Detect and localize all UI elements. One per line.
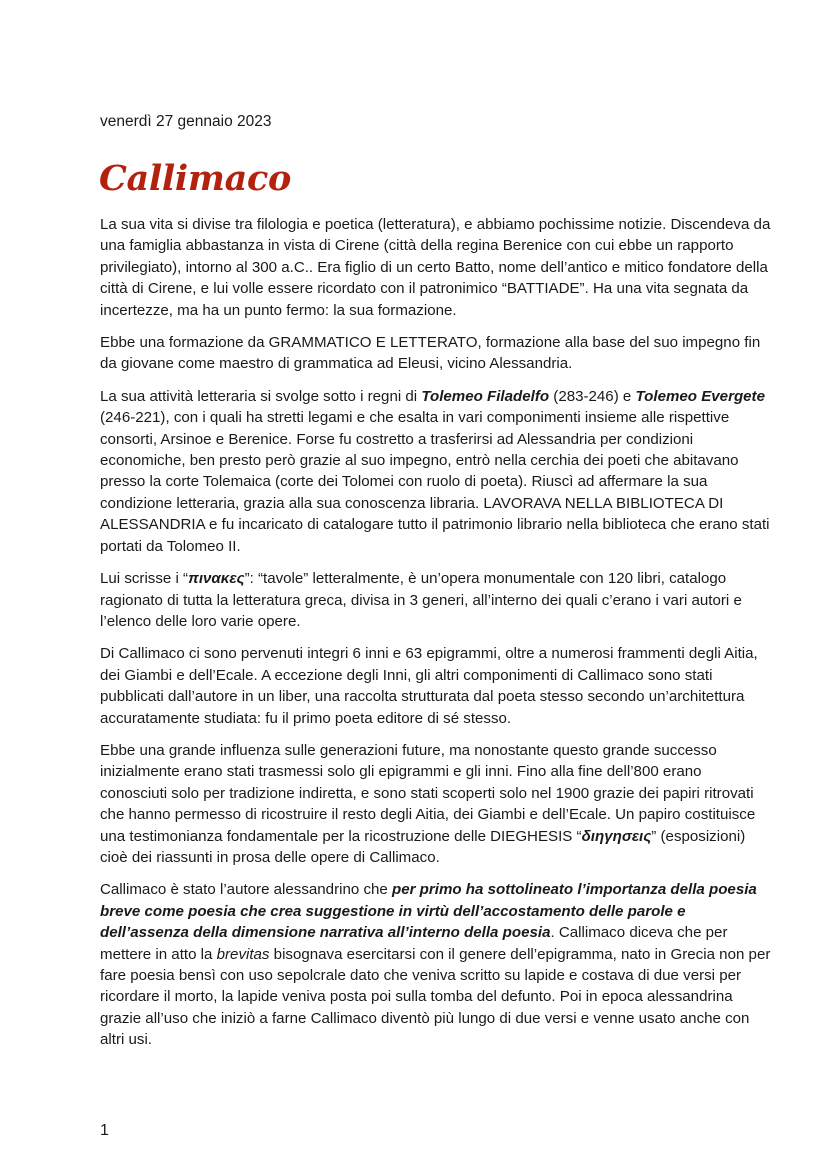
emphasized-text: Tolemeo Filadelfo — [421, 387, 550, 405]
document-title: Callimaco — [99, 158, 292, 199]
text-run: ”: “tavole” letteralmente, è un’opera monumentale con 120 libri, catalogo ragionato di tutta la letteratura greca, divisa in 3 generi, all’interno dei quali c’erano i vari autori e l’elenco delle loro varie opere. — [100, 570, 742, 630]
paragraph — [100, 568, 772, 632]
paragraph — [100, 332, 772, 375]
text-run: (283-246) e — [549, 387, 636, 405]
text-run: (246-221), con i quali ha stretti legami e che esalta in vari componimenti insieme alle rispettive consorti, Arsinoe e Berenice. Forse fu costretto a trasferirsi ad Alessandria per condizioni economiche, ben presto però grazie al suo impegno, entrò nella cerchia dei poeti che abitavano presso la corte Tolemaica (corte dei Tolomei con ruolo di poeta). Riuscì ad affermare la sua condizione letteraria, grazia alla sua conoscenza libraria. LAVORAVA NELLA BIBLIOTECA DI ALESSANDRIA e fu incaricato di catalogare tutto il patrimonio librario nella biblioteca che erano stati portati da Tolomeo II. — [100, 409, 770, 555]
text-run: Di Callimaco ci sono pervenuti integri 6 inni e 63 epigrammi, oltre a numerosi frammenti degli Aitia, dei Giambi e dell’Ecale. A eccezione degli Inni, gli altri componimenti di Callimaco sono stati pubblicati dall’autore in un liber, una raccolta strutturata dal poeta stesso secondo un’architettura accuratamente studiata: fu il primo poeta editore di sé stesso. — [100, 645, 758, 727]
paragraph — [100, 643, 772, 729]
paragraph — [100, 740, 772, 868]
text-run: bisognava esercitarsi con il genere dell’epigramma, nato in Grecia non per fare poesia bensì con uso sepolcrale dato che veniva scritto su lapide e costava di due versi per ricordare il morto, la lapide veniva posta poi sulla tomba del defunto. Poi in epoca alessandrina grazie all’uso che iniziò a farne Callimaco diventò più lungo di due versi e venne usato anche con altri usi. — [100, 945, 771, 1049]
text-run: Ebbe una grande influenza sulle generazioni future, ma nonostante questo grande successo inizialmente erano stati trasmessi solo gli epigrammi e gli inni. Fino alla fine dell’800 erano conosciuti solo per tradizione indiretta, e sono stati scoperti solo nel 1900 grazie dei papiri ritrovati che hanno permesso di ricostruire il resto degli Aitia, dei Giambi e dell’Ecale. Un papiro costituisce una testimonianza fondamentale per la ricostruzione delle DIEGHESIS “ — [100, 741, 756, 845]
emphasized-text: brevitas — [216, 945, 270, 963]
text-run: La sua attività letteraria si svolge sotto i regni di — [100, 387, 422, 405]
emphasized-text: Tolemeo Evergete — [635, 387, 765, 405]
text-run: . Callimaco diceva che per mettere in atto la — [100, 924, 728, 963]
text-run: Callimaco è stato l’autore alessandrino che — [100, 881, 392, 899]
emphasized-text: per primo ha sottolineato l’importanza della poesia breve come poesia che crea suggestione in virtù dell’accostamento delle parole e dell’assenza della dimensione narrativa all’interno della poesia — [100, 881, 757, 942]
text-run: Ebbe una formazione da GRAMMATICO E LETTERATO, formazione alla base del suo impegno fin da giovane come maestro di grammatica ad Eleusi, vicino Alessandria. — [100, 334, 761, 373]
paragraph — [100, 879, 772, 1050]
text-run: Lui scrisse i “ — [100, 570, 189, 588]
text-run: ” (esposizioni) cioè dei riassunti in prosa delle opere di Callimaco. — [100, 827, 746, 866]
document-body — [100, 214, 772, 1062]
paragraph — [100, 386, 772, 557]
page-number: 1 — [100, 1122, 109, 1139]
page-flow — [100, 214, 772, 1141]
text-run: La sua vita si divise tra filologia e poetica (letteratura), e abbiamo pochissime notizie. Discendeva da una famiglia abbastanza in vista di Cirene (città della regina Berenice con cui ebbe un rapporto privilegiato), intorno al 300 a.C.. Era figlio di un certo Batto, nome dell’antico e mitico fondatore della città di Cirene, e lui volle essere ricordato con il patronimico “BATTIADE”. Ha una vita segnata da incertezze, ma ha un punto fermo: la sua formazione. — [100, 216, 771, 319]
document-date: venerdì 27 gennaio 2023 — [100, 113, 272, 130]
emphasized-text: πινακες — [188, 570, 245, 588]
paragraph — [100, 214, 772, 321]
emphasized-text: διηγησεις — [581, 827, 652, 845]
